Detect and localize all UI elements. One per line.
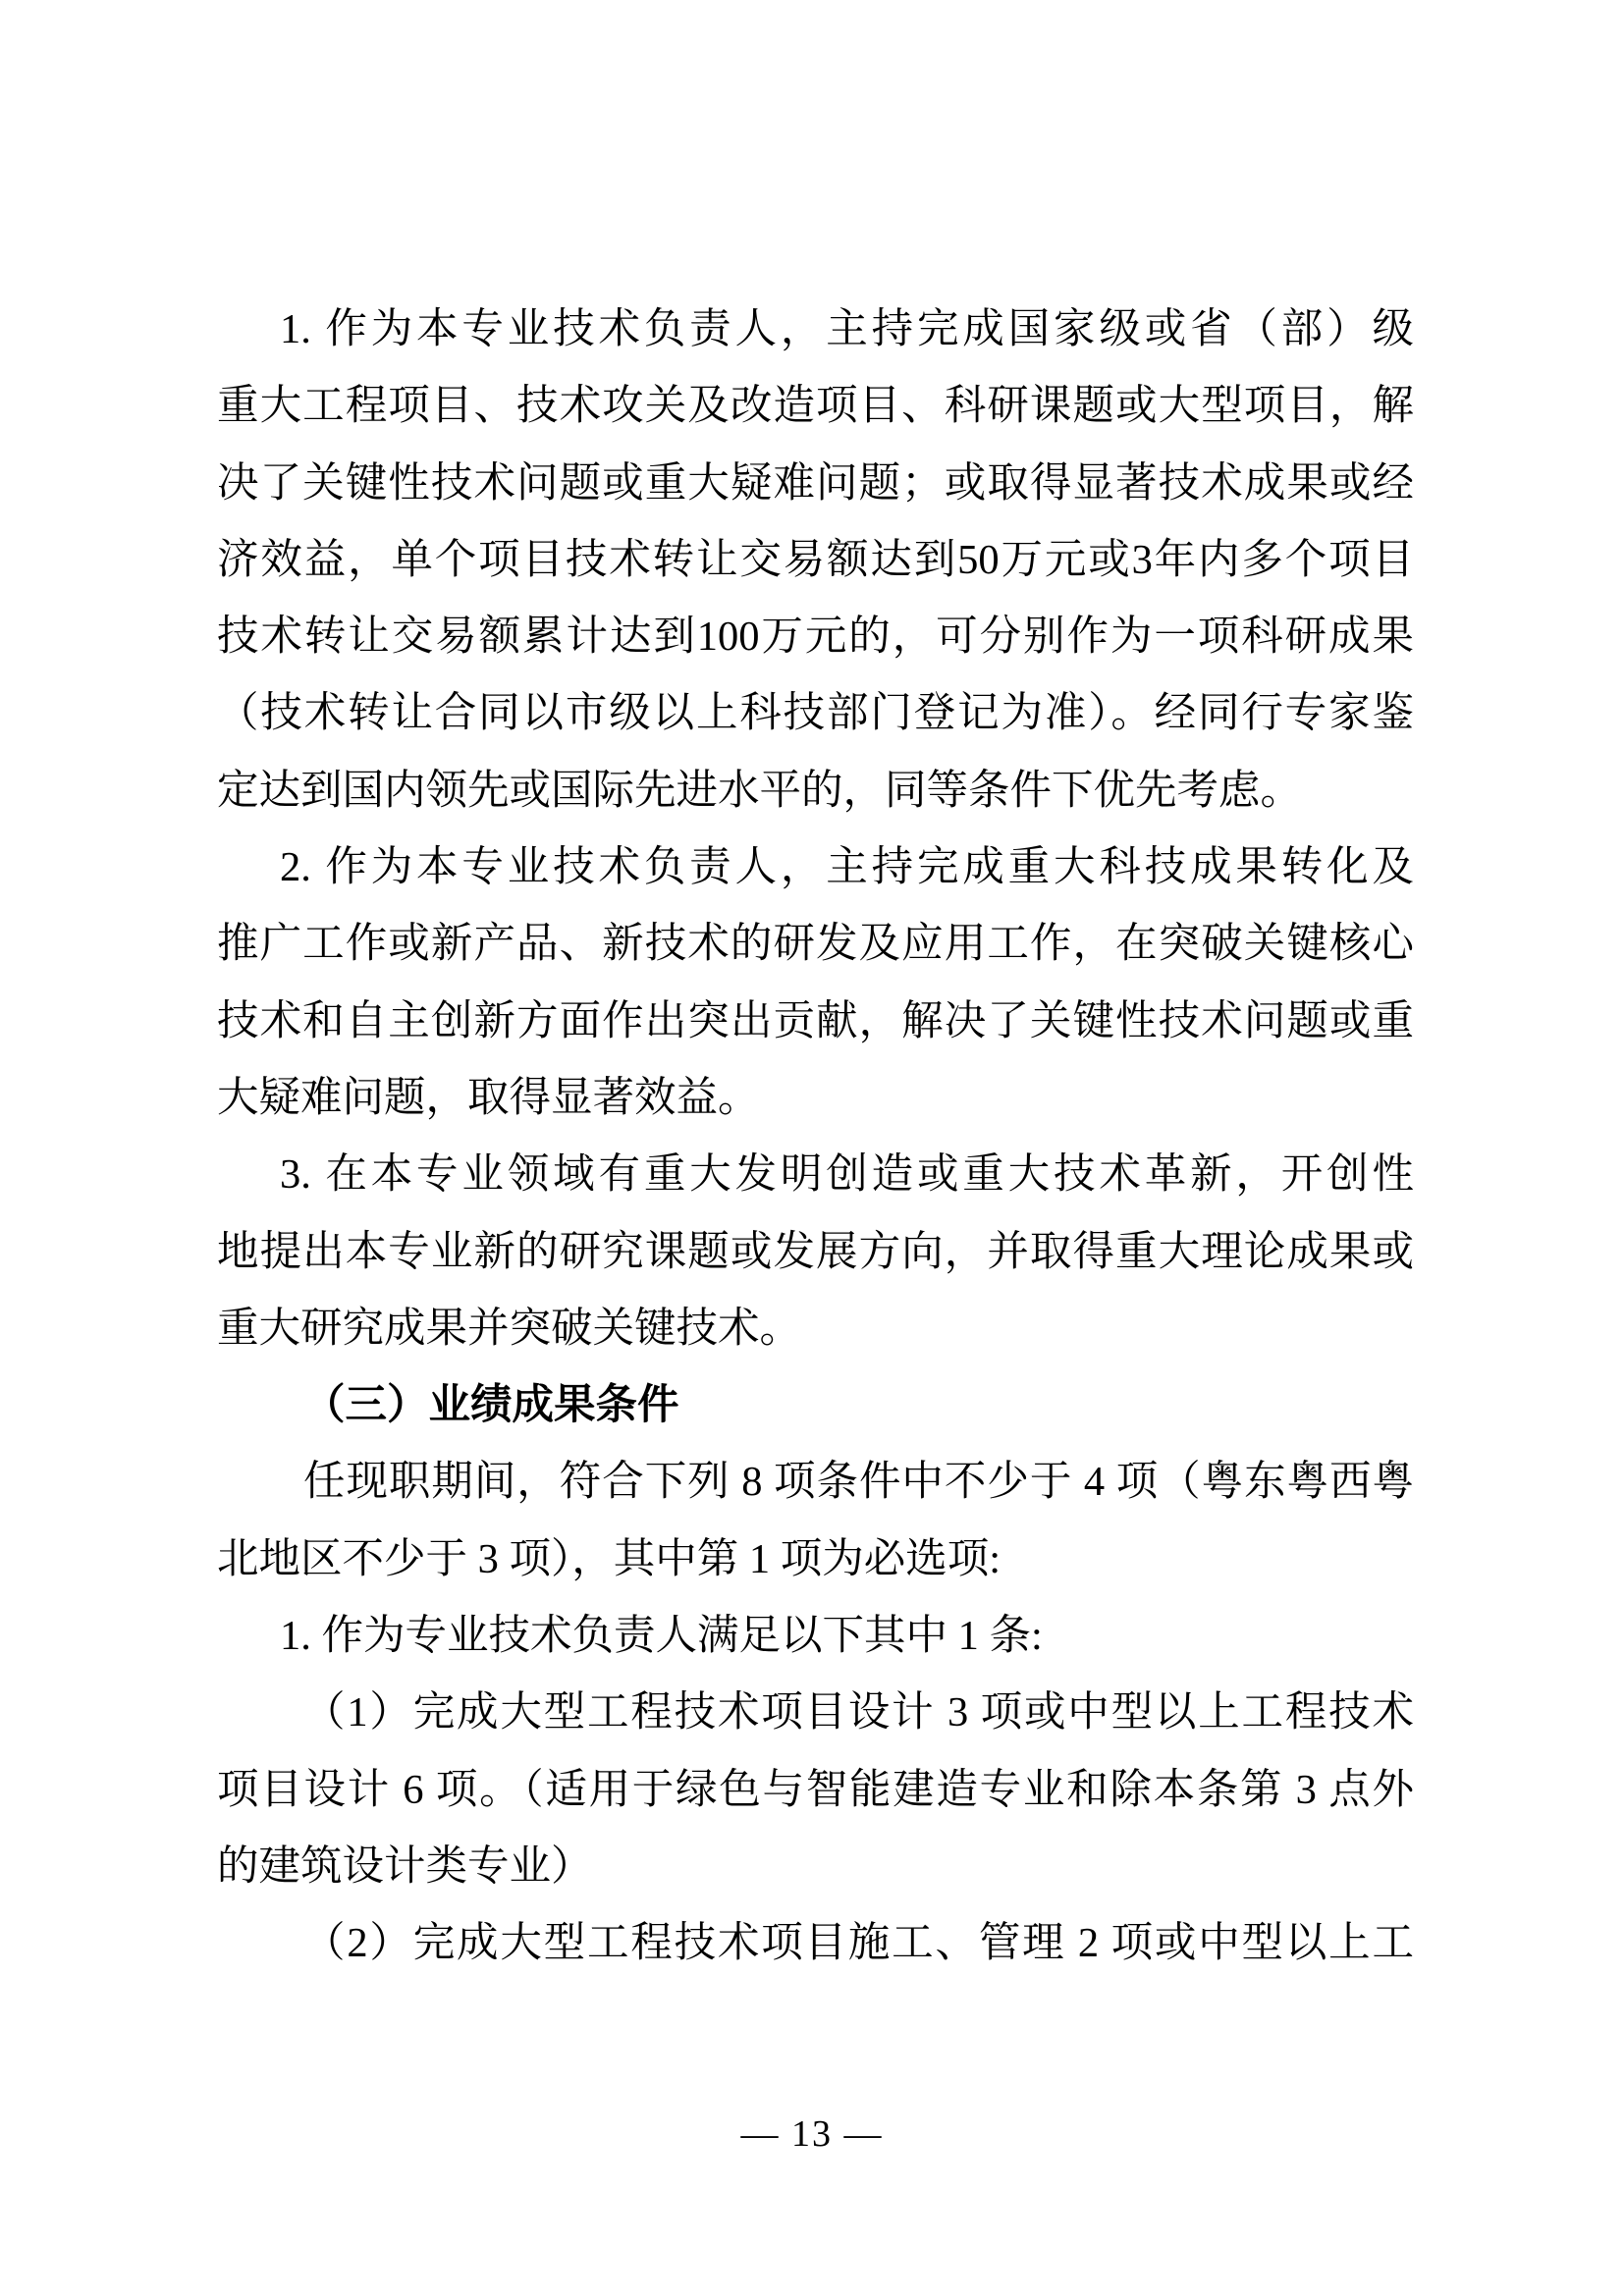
condition-1-item-1-line-3: 的建筑设计类专业）: [217, 1842, 593, 1890]
page-footer: [0, 2110, 1624, 2158]
condition-1-line-1: 1. 作为专业技术负责人满足以下其中 1 条:: [280, 1613, 1043, 1660]
condition-1-item-1-line-1: （1）完成大型工程技术项目设计 3 项或中型以上工程技术: [303, 1689, 1414, 1736]
clause-3-line-1: 3. 在本专业领域有重大发明创造或重大技术革新，开创性: [280, 1151, 1414, 1199]
clause-1-line-5: 技术转让交易额累计达到100万元的，可分别作为一项科研成果: [217, 614, 1414, 661]
clause-1-line-1: 1. 作为本专业技术负责人，主持完成国家级或省（部）级: [280, 306, 1414, 352]
document-body: [217, 292, 1414, 1983]
clause-1-line-2: 重大工程项目、技术攻关及改造项目、科研课题或大型项目，解: [217, 383, 1414, 430]
section-3-intro-line-2: 北地区不少于 3 项），其中第 1 项为必选项:: [217, 1535, 1001, 1582]
clause-2-line-2: 推广工作或新产品、新技术的研发及应用工作，在突破关键核心: [217, 921, 1414, 968]
section-3-heading-line-1: （三）业绩成果条件: [303, 1382, 679, 1429]
page-number-label: — 13 —: [740, 2113, 884, 2155]
clause-3-line-2: 地提出本专业新的研究课题或发展方向，并取得重大理论成果或: [217, 1228, 1414, 1275]
clause-2-line-3: 技术和自主创新方面作出突出贡献，解决了关键性技术问题或重: [217, 997, 1414, 1044]
clause-1-line-6: （技术转让合同以市级以上科技部门登记为准）。经同行专家鉴: [217, 690, 1414, 737]
clause-1-line-4: 济效益，单个项目技术转让交易额达到50万元或3年内多个项目: [217, 536, 1414, 583]
clause-1-line-3: 决了关键性技术问题或重大疑难问题；或取得显著技术成果或经: [217, 459, 1414, 507]
condition-1-item-2-line-1: （2）完成大型工程技术项目施工、管理 2 项或中型以上工: [303, 1920, 1414, 1967]
clause-3-line-3: 重大研究成果并突破关键技术。: [217, 1305, 802, 1352]
clause-1-line-7: 定达到国内领先或国际先进水平的，同等条件下优先考虑。: [217, 767, 1303, 814]
clause-2-line-1: 2. 作为本专业技术负责人，主持完成重大科技成果转化及: [280, 844, 1414, 891]
section-3-intro-line-1: 任现职期间，符合下列 8 项条件中不少于 4 项（粤东粤西粤: [303, 1459, 1414, 1506]
clause-2-line-4: 大疑难问题，取得显著效益。: [217, 1074, 760, 1121]
condition-1-item-1-line-2: 项目设计 6 项。（适用于绿色与智能建造专业和除本条第 3 点外: [217, 1766, 1414, 1813]
